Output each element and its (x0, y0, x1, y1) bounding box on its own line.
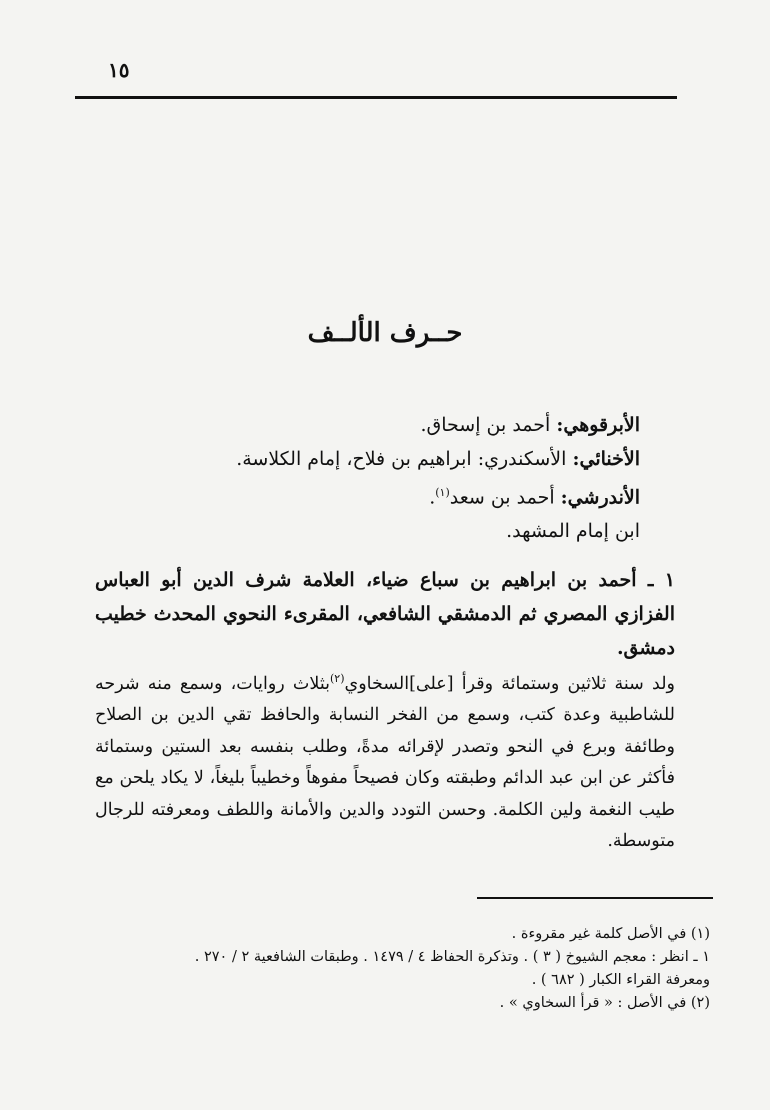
cross-ref-line (120, 514, 640, 548)
page-number: ١٥ (108, 58, 130, 82)
footnote-marker: (٢) (330, 672, 345, 685)
footnote: (٢) في الأصل : « قرأ السخاوي » . (499, 995, 710, 1011)
cross-ref-line (120, 408, 640, 442)
cross-ref-target: أحمد بن سعد (449, 486, 561, 509)
cross-ref-target: أحمد بن إسحاق. (420, 414, 557, 436)
entry-body-text: بثلاث روايات، وسمع منه شرحه للشاطبية وعدة كتب، وسمع من الفخر النسابة والحافظ تقي الدين بن الصلاح وطائفة وبرع في النحو وتصدر لإقرائه مدةً، وطلب بنفسه بعد الستين وستمائة فأكثر عن ابن عبد الدائم وطبقته وكان فصيحاً مفوهاً وخطيباً بليغاً، لا يكاد يلحن مع طيب النغمة ولين الكلمة. وحسن التودد والدين والأمانة واللطف ومعرفته للرجال متوسطة. (95, 673, 675, 852)
entry-body-text: ولد سنة ثلاثين وستمائة وقرأ [على]السخاوي (344, 673, 675, 694)
cross-ref-target: الأسكندري: ابراهيم بن فلاح، إمام الكلاسة. (236, 448, 573, 470)
footnotes (100, 923, 710, 1015)
footnote-marker: (١) (435, 486, 450, 499)
cross-ref-line (120, 476, 640, 514)
cross-ref-name: الأندرشي: (560, 486, 640, 509)
cross-ref-target: ابن إمام المشهد. (506, 520, 640, 543)
header-rule (75, 96, 677, 99)
footnote-rule (477, 897, 713, 899)
chapter-title: حــرف الألــف (307, 318, 463, 348)
cross-references (120, 408, 640, 548)
cross-ref-name: الأبرقوهي: (556, 414, 640, 436)
entry-body (95, 663, 675, 858)
cross-ref-line (120, 442, 640, 476)
entry-heading: ١ ـ أحمد بن ابراهيم بن سباع ضياء، العلامة شرف الدين أبو العباس الفزازي المصري ثم الدمشقي الشافعي، المقرىء النحوي المحدث خطيب دمشق. (95, 569, 675, 659)
cross-ref-end: . (429, 486, 436, 509)
footnote: (١) في الأصل كلمة غير مقروءة . (511, 926, 710, 942)
footnote: ومعرفة القراء الكبار ( ٦٨٢ ) . (531, 972, 710, 988)
footnote: ١ ـ انظر : معجم الشيوخ ( ٣ ) . وتذكرة الحفاظ ٤ / ١٤٧٩ . وطبقات الشافعية ٢ / ٢٧٠ . (194, 949, 710, 965)
cross-ref-name: الأخنائي: (572, 448, 640, 470)
